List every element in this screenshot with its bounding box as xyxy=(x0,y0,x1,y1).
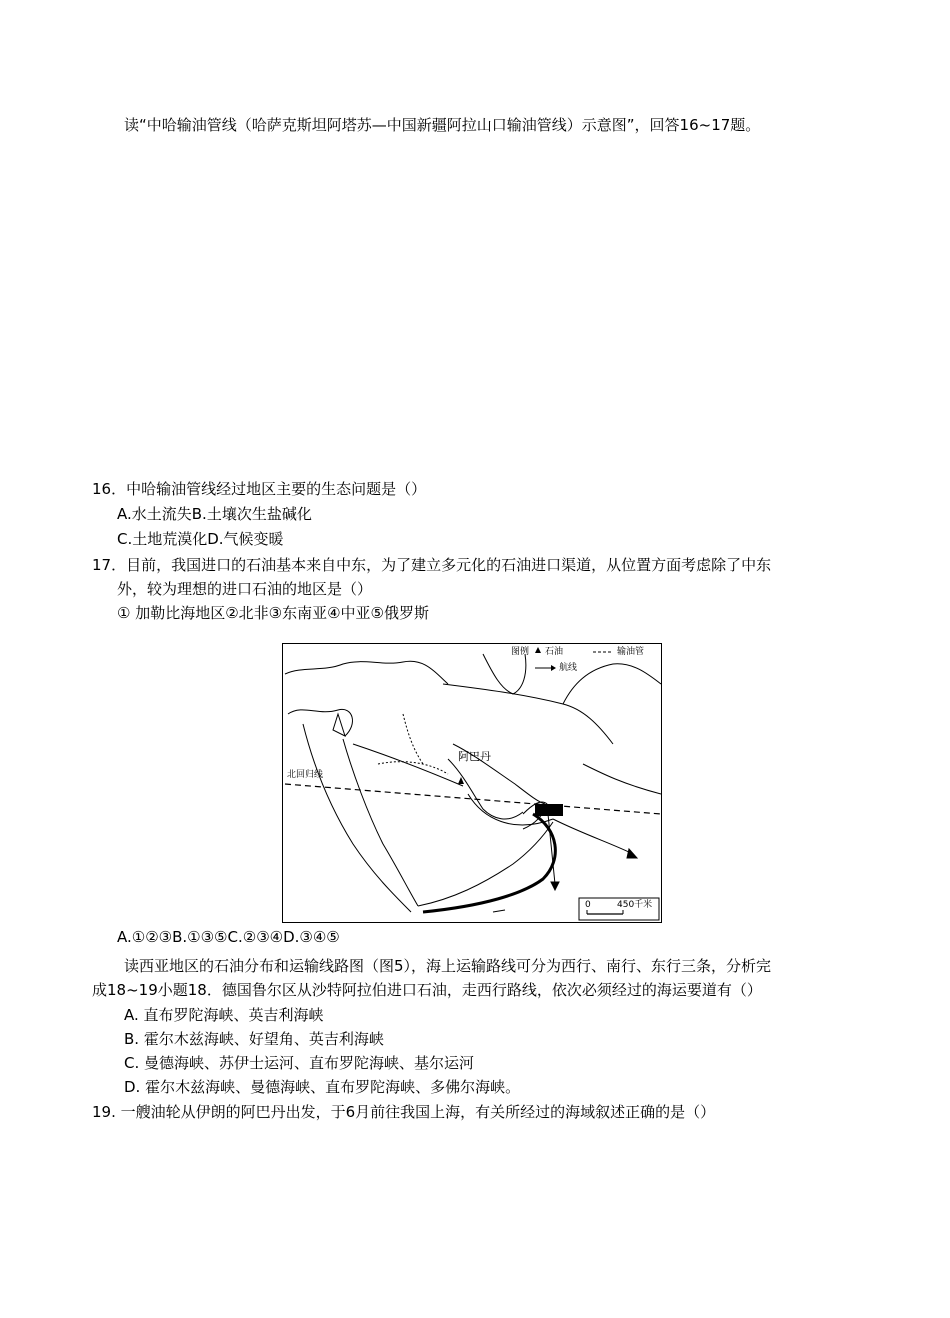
passage-line-2: 成18~19小题18．德国鲁尔区从沙特阿拉伯进口石油，走西行路线，依次必须经过的海运要道有（） xyxy=(92,981,762,999)
question-17-stem-2: 外，较为理想的进口石油的地区是（） xyxy=(117,580,373,598)
question-18-option-b: B. 霍尔木兹海峡、好望角、英吉利海峡 xyxy=(124,1030,384,1048)
legend-title: 图例 xyxy=(511,647,530,657)
legend-route: 航线 xyxy=(559,663,578,673)
scale-label: 450千米 xyxy=(617,900,653,910)
question-16-options-ab: A.水土流失B.土壤次生盐碱化 xyxy=(117,505,312,523)
intro-text: 读“中哈输油管线（哈萨克斯坦阿塔苏—中国新疆阿拉山口输油管线）示意图”，回答16~17题。 xyxy=(124,116,761,134)
west-asia-oil-map xyxy=(282,643,662,923)
city-label-abadan: 阿巴丹 xyxy=(458,750,491,763)
tropic-label: 北回归线 xyxy=(287,770,324,780)
question-16-stem: 16．中哈输油管线经过地区主要的生态问题是（） xyxy=(92,480,427,498)
question-17-stem-1: 17．目前，我国进口的石油基本来自中东，为了建立多元化的石油进口渠道，从位置方面考虑除了中东 xyxy=(92,556,772,574)
question-17-items: ① 加勒比海地区②北非③东南亚④中亚⑤俄罗斯 xyxy=(117,604,430,622)
map-drawing xyxy=(283,644,662,923)
question-18-option-d: D. 霍尔木兹海峡、曼德海峡、直布罗陀海峡、多佛尔海峡。 xyxy=(124,1078,521,1096)
legend-oil: 石油 xyxy=(545,647,564,657)
question-18-option-c: C. 曼德海峡、苏伊士运河、直布罗陀海峡、基尔运河 xyxy=(124,1054,475,1072)
passage-line-1: 读西亚地区的石油分布和运输线路图（图5），海上运输路线可分为西行、南行、东行三条，分析完 xyxy=(124,957,772,975)
question-18-option-a: A. 直布罗陀海峡、英吉利海峡 xyxy=(124,1006,324,1024)
legend-pipeline: 输油管 xyxy=(617,647,645,657)
question-16-options-cd: C.土地荒漠化D.气候变暖 xyxy=(117,530,284,548)
question-19-stem: 19. 一艘油轮从伊朗的阿巴丹出发，于6月前往我国上海，有关所经过的海域叙述正确的是（） xyxy=(92,1103,716,1121)
question-17-options: A.①②③B.①③⑤C.②③④D.③④⑤ xyxy=(117,928,340,946)
scale-zero: 0 xyxy=(585,900,591,910)
